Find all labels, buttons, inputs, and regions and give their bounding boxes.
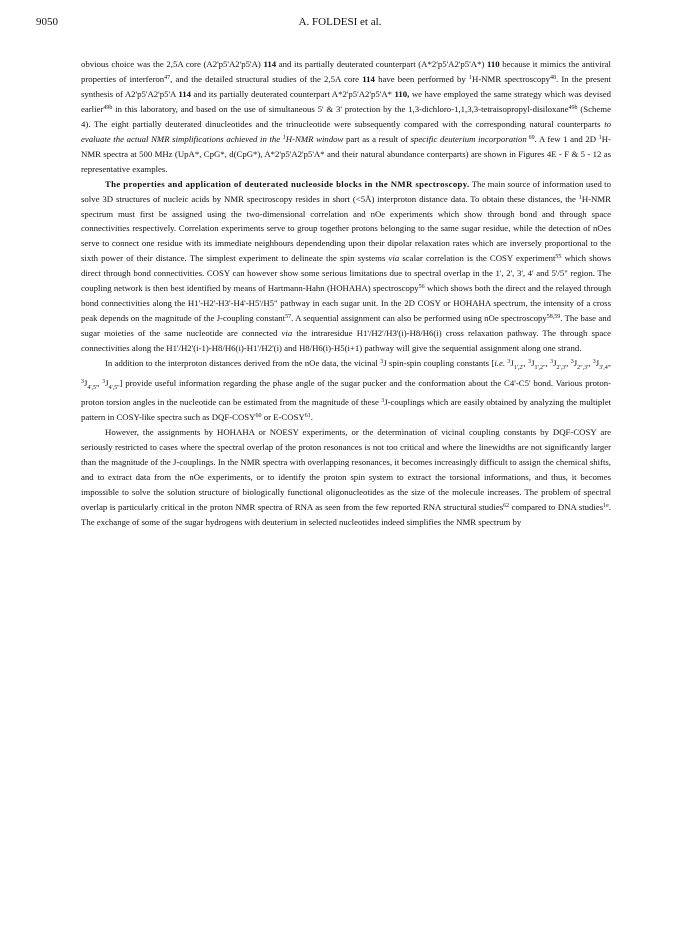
coupling-symbol: J: [105, 377, 109, 388]
isotope-superscript: 3: [380, 359, 384, 366]
text-run: .: [310, 412, 313, 423]
citation-ref: 49b: [568, 104, 578, 111]
citation-ref: 57: [285, 314, 292, 321]
isotope-superscript: 3: [592, 359, 596, 366]
coupling-subscript: 4',5": [108, 384, 120, 391]
text-run: and its partially deuterated counterpart A*2'p5'A2'p5'A*: [191, 88, 395, 99]
coupling-symbol: J: [595, 358, 600, 369]
citation-ref: 60: [255, 413, 262, 420]
text-run: which shows both the direct and the relayed through bond connectivities along the H1'-H2'-H3'-H4'-H5'/H5" pathway in each sugar unit. In the 2D COSY or HOHAHA spectrum, the intensity of a cross peak depends on the magnitude of the J-coupling constant: [81, 283, 611, 324]
isotope-superscript: 3: [507, 359, 511, 366]
italic-text: H-NMR window: [285, 133, 344, 144]
citation-ref: 61: [304, 413, 311, 420]
text-run: (Scheme 4). The eight partially deuterated dinucleotides and the trinucleotide were subsequently compared with the corresponding natural counterparts: [81, 103, 611, 129]
isotope-superscript: 3: [381, 398, 385, 405]
paragraph-4: [81, 425, 611, 530]
section-heading: The properties and application of deuterated nucleoside blocks in the NMR spectroscopy.: [105, 178, 470, 189]
text-run: have been performed by: [374, 73, 469, 84]
article-body: [81, 57, 611, 530]
paragraph-2: [81, 177, 611, 356]
coupling-subscript: 1',2': [513, 364, 524, 371]
coupling-symbol: J: [510, 358, 514, 369]
text-run: The main source of information used to solve 3D structures of nucleic acids by NMR spectroscopy resides in short (<5Å) interproton distance data. To obtain these distances, the: [81, 178, 611, 204]
text-run: . A few 1 and 2D: [534, 133, 599, 144]
compound-number: 114: [263, 59, 277, 69]
text-run: scalar correlation is the COSY experiment: [399, 253, 556, 264]
text-run: . A sequential assignment can also be performed using nOe spectroscopy: [291, 313, 547, 324]
text-run: obvious choice was the 2,5A core (A2'p5'A2'p5'A): [81, 59, 264, 69]
italic-text: via: [281, 328, 293, 339]
compound-number: 110: [487, 59, 500, 69]
citation-ref: 48: [550, 74, 557, 81]
page-header: [36, 16, 644, 34]
italic-text: to evaluate the actual NMR simplifications achieved in the: [81, 118, 611, 144]
italic-text: specific deuterium incorporation: [410, 133, 527, 144]
coupling-subscript: 4',5': [87, 384, 98, 391]
text-run: we have employed the same strategy which was devised earlier: [81, 88, 611, 114]
compound-number: 110,: [394, 88, 410, 99]
text-run: J-couplings which are easily obtained by analyzing the multiplet pattern in COSY-like spectra such as DQF-COSY: [81, 397, 612, 423]
text-run: compared to DNA studies: [509, 502, 604, 513]
citation-ref: 55: [555, 254, 562, 261]
text-run: part as a result of: [343, 133, 411, 144]
compound-number: 114: [178, 88, 192, 99]
isotope-superscript: 3: [528, 359, 532, 366]
isotope-superscript: 1: [469, 74, 472, 81]
isotope-superscript: 1: [598, 134, 602, 141]
text-run: which shows direct through bond connectivities. COSY can however show some serious limitations due to spectral overlap in the 1', 2', 3', 4' and 5'/5" region. The coupling network is then best identified by means of Hartmann-Hahn (HOHAHA) spectroscopy: [81, 253, 612, 294]
citation-ref: 49b: [103, 104, 113, 111]
text-run: and its partially deuterated counterpart (A*2'p5'A2'p5'A*): [276, 59, 487, 69]
page-number: 9050: [36, 16, 58, 28]
coupling-symbol: J: [84, 377, 88, 388]
citation-ref: 56: [418, 284, 425, 291]
text-run: the intraresidue H1'/H2'/H3'(i)-H8/H6(i) cross relaxation pathway. The through space connectivities along the H1'/H2'(i-1)-H8/H6(i)-H1'/H2'(i) and H8/H6(i)-H5(i+1) pathway will give the sequential assignment along one strand.: [81, 328, 611, 354]
isotope-superscript: 1: [578, 194, 582, 201]
isotope-superscript: 3: [570, 359, 574, 366]
coupling-subscript: 2",3': [577, 364, 589, 371]
text-run: , and the detailed structural studies of the 2,5A core: [170, 73, 363, 84]
citation-ref: 47: [164, 74, 171, 81]
isotope-superscript: 3: [81, 378, 84, 385]
running-head: A. FOLDESI et al.: [298, 16, 382, 28]
text-run: . In the present synthesis of A2'p5'A2'p5'A: [81, 73, 611, 99]
text-run: In addition to the interproton distances derived from the nOe data, the vicinal: [105, 358, 381, 369]
coupling-symbol: J: [553, 358, 557, 369]
text-run: H-NMR spectroscopy: [472, 73, 551, 84]
isotope-superscript: 3: [550, 359, 554, 366]
text-run: H-NMR spectra at 500 MHz (UpA*, CpG*, d(CpG*), A*2'p5'A2'p5'A* and their natural abundance conterparts) are shown in Figures 4E - F & 5 - 12 as representative examples.: [81, 133, 611, 174]
text-run: J spin-spin coupling constants [: [383, 358, 495, 369]
isotope-superscript: 1: [282, 134, 286, 141]
coupling-subscript: 1',2": [534, 364, 546, 371]
coupling-symbol: J: [573, 358, 578, 369]
compound-number: 114: [362, 73, 375, 84]
text-run: However, the assignments by HOHAHA or NOESY experiments, or the determination of vicinal coupling constants by DQF-COSY are seriously restricted to cases where the spectral overlap of the proton resonances is not too critical and where the linewidths are not significantly larger than the magnitude of the J-couplings. In the NMR spectra with overlapping resonances, it becomes increasingly difficult to assign the chemical shifts, and to extract data from the nOe experiments, or to identify the proton spin system to extract the torsional informations, and thus, it becomes impossible to solve the solution structure of biologically functional oligonucleotides as the size of the molecule increases. The problem of spectral overlap is particularly critical in the proton NMR spectra of RNA as seen from the few reported RNA structural studies: [81, 427, 611, 513]
coupling-subscript: 2',3': [556, 364, 567, 371]
paragraph-3: In addition to the interproton distances derived from the nOe data, the vicinal $^3$J spin-spin coupling constants [i.e. $^3J_{1',2'}$, $^3J_{1',2"}$, $^3J_{2',3'}$, $^3J_{2",3'}$, $^3J_{3',4'}$, $^3J_{4',5'}$, $^3J_{4',5"}$] provide useful information regarding the phase angle of the sugar pucker and the conformation about the C4'-C5' bond. Various proton-proton torsion angles in the nucleotide can be estimated from the magnitude of these $^3$J-couplings which are easily obtained by analyzing the multiplet pattern in COSY-like spectra such as DQF-COSY$^{60}$ or E-COSY$^{61}$.: [81, 358, 612, 423]
italic-text: via: [388, 253, 400, 264]
text-run: ] provide useful information regarding the phase angle of the sugar pucker and the conformation about the C4'-C5' bond. Various proton-proton torsion angles in the nucleotide can be estimated from the magnitude of these: [81, 377, 611, 408]
citation-ref: 62: [503, 503, 510, 510]
isotope-superscript: 3: [102, 378, 106, 385]
text-run: because it mimics the antiviral properties of interferon: [81, 59, 611, 84]
text-run: H-NMR spectrum must first be assigned using the two-dimensional correlation and nOe experiments which show through bond and through space connectivities respectively. Correlation experiments serve to group together protons belonging to the same sugar residue, while the detection of nOes serve to connect one residue with its immediate neighbours dependending upon their dipolar relaxation rates which are inversely proportional to the sixth power of their distance. The simplest experiment to delineate the spin systems: [81, 193, 611, 264]
text-run: . The exchange of some of the sugar hydrogens with deuterium in selected nucleotides indeed simplifies the NMR spectrum by: [81, 502, 611, 528]
text-run: in this laboratory, and based on the use of simultaneous 5' & 3' protection by the 1,3-dichloro-1,1,3,3-tetraisopropyl-disiloxane: [112, 103, 569, 114]
citation-ref: 69: [526, 134, 535, 141]
italic-text: i.e.: [494, 358, 506, 369]
paragraph-1: [81, 57, 611, 177]
citation-ref: 58,59: [546, 314, 561, 321]
coupling-symbol: J: [531, 358, 535, 369]
text-run: or E-COSY: [261, 412, 305, 423]
citation-ref: 1e: [603, 503, 609, 510]
coupling-subscript: 3',4': [599, 364, 609, 371]
text-run: . The base and sugar moieties of the same nucleotide are connected: [81, 313, 611, 339]
